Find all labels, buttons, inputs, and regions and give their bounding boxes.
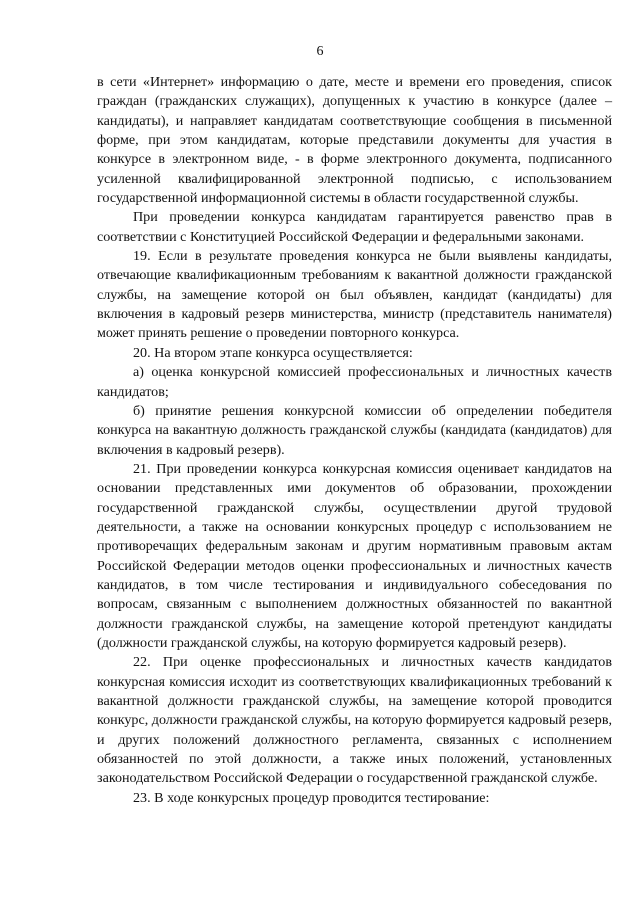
page-number: 6: [316, 44, 324, 59]
paragraph-equal-rights: При проведении конкурса кандидатам гарантируется равенство прав в соответствии с Конституцией Российской Федерации и федеральными законами.: [97, 209, 612, 245]
paragraph-20-a: а) оценка конкурсной комиссией профессиональных и личностных качеств кандидатов;: [97, 364, 612, 400]
paragraph-20: 20. На втором этапе конкурса осуществляется:: [133, 344, 413, 361]
paragraph-continuation: в сети «Интернет» информацию о дате, месте и времени его проведения, список граждан (гражданских служащих), допущенных к участию в конкурсе (далее – кандидаты), и направляет кандидатам соответствующие сообщения в письменной форме, при этом кандидатам, которые представили документы для участия в конкурсе в электронном виде, - в форме электронного документа, подписанного усиленной квалифицированной электронной подписью, с использованием государственной информационной системы в области государственной службы.: [97, 74, 612, 207]
paragraph-19: 19. Если в результате проведения конкурса не были выявлены кандидаты, отвечающие квалификационным требованиям к вакантной должности гражданской службы, на замещение которой он был объявлен, кандидат (кандидаты) для включения в кадровый резерв министерства, министр (представитель нанимателя) может принять решение о проведении повторного конкурса.: [97, 248, 612, 342]
paragraph-21: 21. При проведении конкурса конкурсная комиссия оценивает кандидатов на основании представленных ими документов об образовании, прохождении государственной гражданской службы, осуществлении другой трудовой деятельности, а также на основании конкурсных процедур с использованием не противоречащих федеральным законам и другим нормативным правовым актам Российской Федерации методов оценки профессиональных и личностных качеств кандидатов, в том числе тестирования и индивидуального собеседования по вопросам, связанным с выполнением должностных обязанностей по вакантной должности гражданской службы, на замещение которой претендуют кандидаты (должности гражданской службы, на которую формируется кадровый резерв).: [97, 460, 612, 651]
paragraph-22: 22. При оценке профессиональных и личностных качеств кандидатов конкурсная комиссия исходит из соответствующих квалификационных требований к вакантной должности гражданской службы, на замещение которой проводится конкурс, должности гражданской службы, на которую формируется кадровый резерв, и других положений должностного регламента, связанных с исполнением обязанностей по этой должности, а также иных положений, установленных законодательством Российской Федерации о государственной гражданской службе.: [97, 654, 612, 787]
paragraph-23: 23. В ходе конкурсных процедур проводится тестирование:: [133, 789, 490, 806]
paragraph-20-b: б) принятие решения конкурсной комиссии об определении победителя конкурса на вакантную должность гражданской службы (кандидата (кандидатов) для включения в кадровый резерв).: [97, 402, 612, 458]
document-body: [97, 73, 612, 808]
